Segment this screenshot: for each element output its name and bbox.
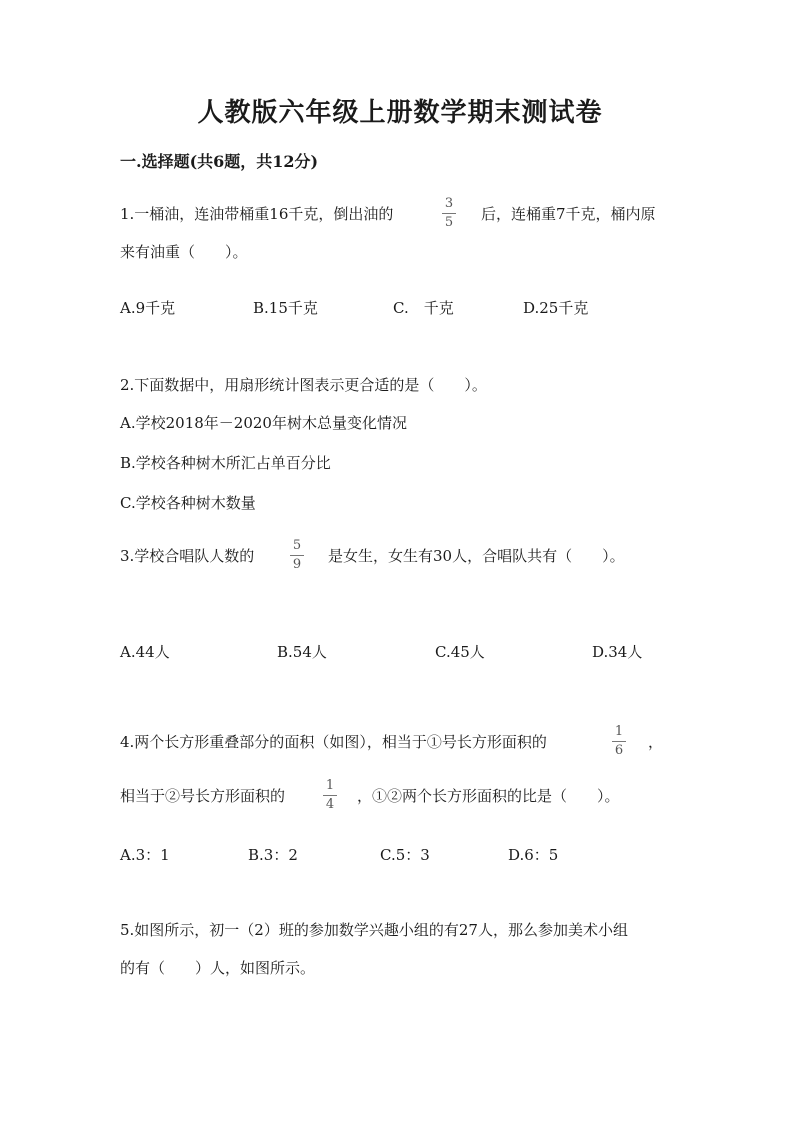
q4-fraction-1-denominator: 6 [614, 743, 624, 758]
q1-fraction [440, 197, 458, 230]
q1-option-b[interactable]: B.15千克 [253, 299, 318, 317]
q4-fraction-2-numerator: 1 [325, 778, 335, 793]
q3-option-a[interactable]: A.44人 [120, 643, 170, 661]
q4-option-d[interactable]: D.6：5 [508, 846, 559, 864]
q1-fraction-bar [442, 213, 456, 214]
q5-text-line2: 的有（ ）人，如图所示。 [120, 959, 316, 977]
q4-option-b[interactable]: B.3：2 [248, 846, 298, 864]
q4-text-line2b: ，①②两个长方形面积的比是（ ）。 [357, 787, 620, 805]
q2-option-b[interactable]: B.学校各种树木所汇占单百分比 [120, 454, 331, 472]
q2-option-a[interactable]: A.学校2018年－2020年树木总量变化情况 [120, 414, 407, 432]
q1-option-a[interactable]: A.9千克 [120, 299, 176, 317]
q2-text: 2.下面数据中，用扇形统计图表示更合适的是（ ）。 [120, 376, 487, 394]
q4-fraction-1-bar [612, 741, 626, 742]
q4-fraction-1-numerator: 1 [614, 724, 624, 739]
q4-text-part1: 4.两个长方形重叠部分的面积（如图），相当于①号长方形面积的 [120, 733, 547, 751]
q2-option-c[interactable]: C.学校各种树木数量 [120, 494, 256, 512]
q5-text-line1: 5.如图所示，初一（2）班的参加数学兴趣小组的有27人，那么参加美术小组 [120, 921, 628, 939]
q3-option-d[interactable]: D.34人 [592, 643, 643, 661]
q1-text-line2: 来有油重（ ）。 [120, 243, 248, 261]
q4-text-line2a: 相当于②号长方形面积的 [120, 787, 286, 805]
page-title: 人教版六年级上册数学期末测试卷 [197, 98, 603, 128]
q3-fraction-bar [290, 555, 304, 556]
q1-option-d[interactable]: D.25千克 [523, 299, 589, 317]
q1-option-c[interactable]: C. 千克 [393, 299, 454, 317]
section-heading: 一.选择题(共6题，共12分) [120, 152, 319, 171]
q1-fraction-numerator: 3 [444, 196, 454, 211]
q1-fraction-denominator: 5 [444, 215, 454, 230]
q3-option-c[interactable]: C.45人 [435, 643, 485, 661]
q1-text-part2: 后，连桶重7千克，桶内原 [481, 205, 656, 223]
q3-fraction-denominator: 9 [292, 557, 302, 572]
q3-fraction-numerator: 5 [292, 538, 302, 553]
q4-text-part2: ， [648, 733, 664, 751]
q4-fraction-2 [321, 779, 339, 812]
q4-option-a[interactable]: A.3：1 [120, 846, 170, 864]
q4-fraction-2-bar [323, 795, 337, 796]
q4-option-c[interactable]: C.5：3 [380, 846, 430, 864]
q3-fraction [288, 539, 306, 572]
q3-option-b[interactable]: B.54人 [277, 643, 327, 661]
q4-fraction-2-denominator: 4 [325, 797, 335, 812]
q4-fraction-1 [610, 725, 628, 758]
q3-text-part1: 3.学校合唱队人数的 [120, 547, 255, 565]
q1-text-part1: 1.一桶油，连油带桶重16千克，倒出油的 [120, 205, 394, 223]
q3-text-part2: 是女生，女生有30人，合唱队共有（ ）。 [328, 547, 625, 565]
